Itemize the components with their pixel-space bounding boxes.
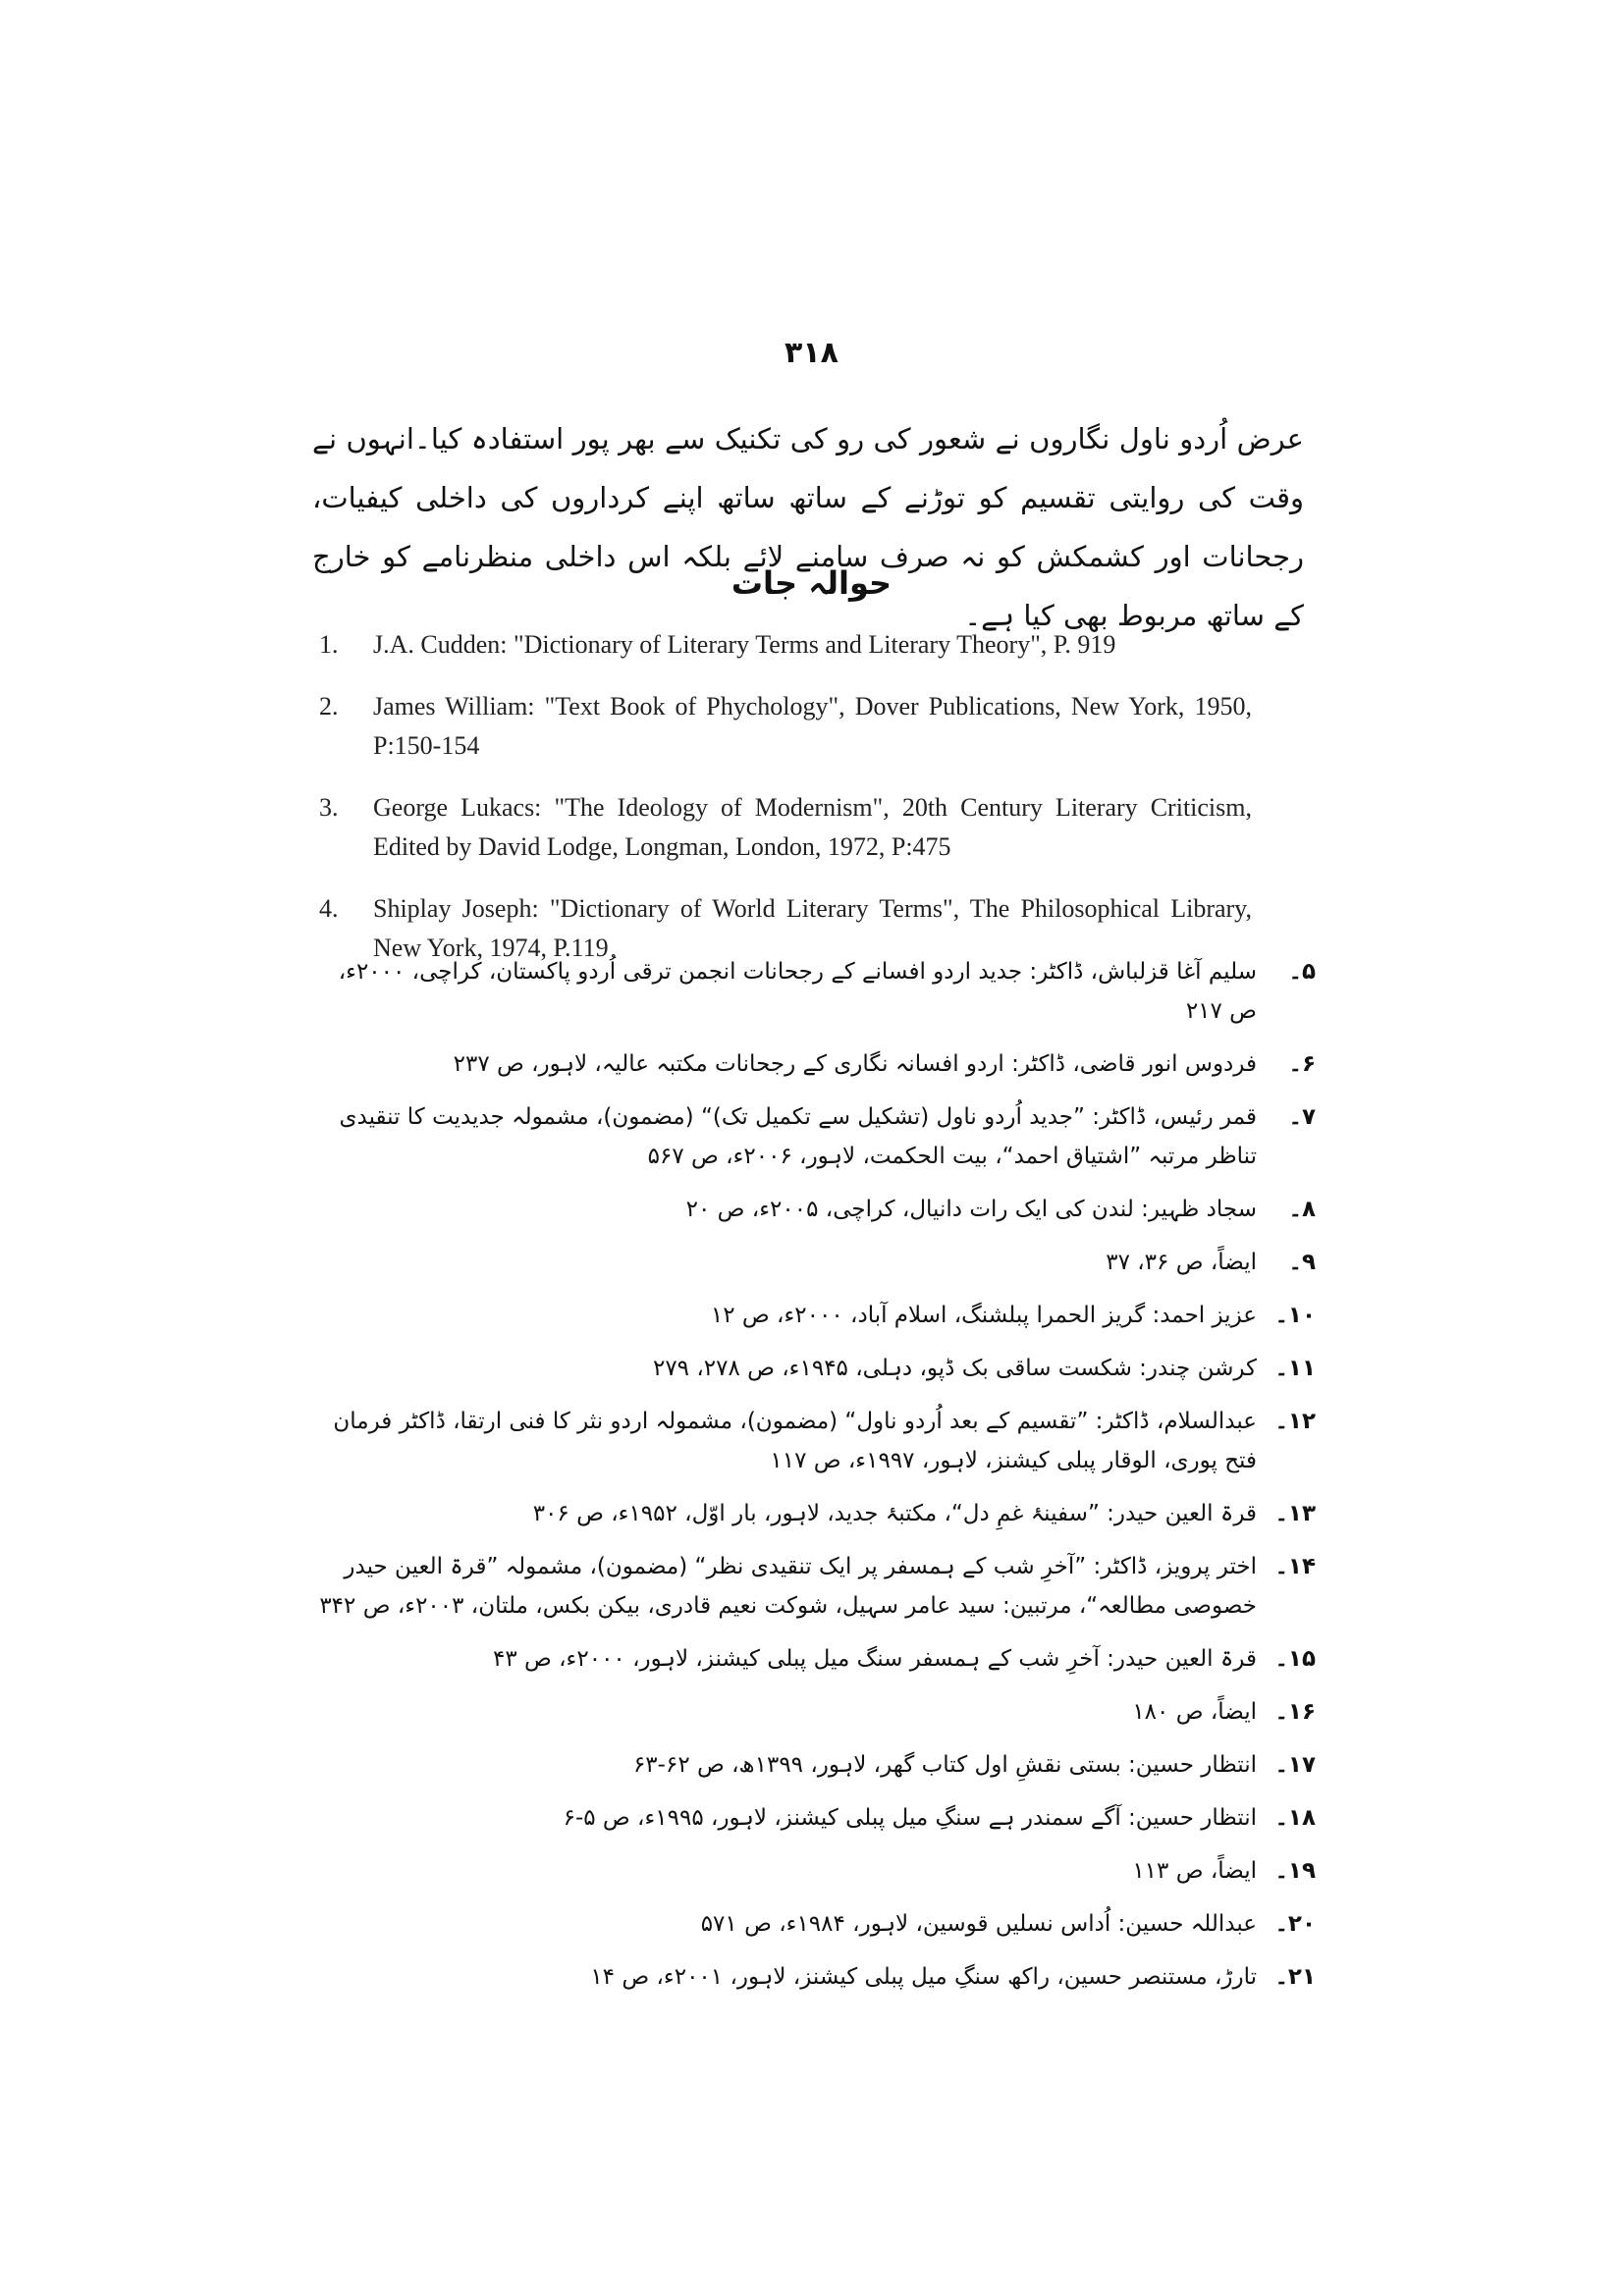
reference-item [319, 687, 1252, 766]
reference-item [319, 1097, 1316, 1176]
reference-item [319, 1044, 1316, 1084]
reference-item [319, 952, 1316, 1031]
reference-text: قمر رئیس، ڈاکٹر: ”جدید اُردو ناول (تشکیل سے تکمیل تک)“ (مضمون)، مشمولہ جدیدیت کا تنقیدی تناظر مرتبہ ”اشتیاق احمد“، بیت الحکمت، لاہور، ۲۰۰۶ء، ص ۵۶۷ [339, 1104, 1257, 1169]
reference-number: ۱۳۔ [1274, 1501, 1316, 1526]
reference-text: انتظار حسین: آگے سمندر ہے سنگِ میل پبلی کیشنز، لاہور، ۱۹۹۵ء، ص ۵-۶ [563, 1805, 1257, 1831]
reference-item [319, 1190, 1316, 1229]
reference-number: ۱۹۔ [1274, 1858, 1316, 1884]
intro-paragraph: عرض اُردو ناول نگاروں نے شعور کی رو کی تکنیک سے بھر پور استفادہ کیا۔انہوں نے وقت کی روایتی تقسیم کو توڑنے کے ساتھ ساتھ اپنے کرداروں کی داخلی کیفیات، رجحانات اور کشمکش کو نہ صرف سامنے لائے بلکہ اس داخلی منظرنامے کو خارج کے ساتھ مربوط بھی کیا ہے۔ [312, 422, 1304, 632]
reference-number: ۷۔ [1288, 1104, 1316, 1130]
reference-number: 1. [319, 630, 339, 659]
reference-text: اختر پرویز، ڈاکٹر: ”آخرِ شب کے ہمسفر پر ایک تنقیدی نظر“ (مضمون)، مشمولہ ”قرۃ العین حیدر خصوصی مطالعہ“، مرتبین: سید عامر سہیل، شوکت نعیم قادری، بیکن بکس، ملتان، ۲۰۰۳ء، ص ۳۴۲ [319, 1554, 1257, 1619]
reference-text: Shiplay Joseph: "Dictionary of World Literary Terms", The Philosophical Library, New York, 1974, P.119 [373, 894, 1252, 962]
reference-text: عبداللہ حسین: اُداس نسلیں قوسین، لاہور، ۱۹۸۴ء، ص ۵۷۱ [700, 1911, 1257, 1937]
reference-text: ایضاً، ص ۱۸۰ [1132, 1699, 1257, 1725]
reference-text: تارڑ، مستنصر حسین، راکھ سنگِ میل پبلی کیشنز، لاہور، ۲۰۰۱ء، ص ۱۴ [590, 1964, 1257, 1990]
reference-item [319, 1957, 1316, 1997]
reference-number: ۱۷۔ [1274, 1752, 1316, 1778]
reference-item [319, 625, 1252, 665]
page-number: ۳۱۸ [784, 336, 839, 370]
reference-text: قرۃ العین حیدر: آخرِ شب کے ہمسفر سنگ میل پبلی کیشنز، لاہور، ۲۰۰۰ء، ص ۴۳ [492, 1646, 1257, 1672]
reference-number: ۱۴۔ [1274, 1554, 1316, 1579]
reference-text: قرۃ العین حیدر: ”سفینۂ غمِ دل“، مکتبۂ جدید، لاہور، بار اوّل، ۱۹۵۲ء، ص ۳۰۶ [532, 1501, 1257, 1526]
reference-text: انتظار حسین: بستی نقشِ اول کتاب گھر، لاہور، ۱۳۹۹ھ، ص ۶۲-۶۳ [632, 1752, 1257, 1778]
reference-item [319, 1851, 1316, 1891]
reference-text: سجاد ظہیر: لندن کی ایک رات دانیال، کراچی، ۲۰۰۵ء، ص ۲۰ [685, 1197, 1257, 1222]
reference-text: فردوس انور قاضی، ڈاکٹر: اردو افسانہ نگاری کے رجحانات مکتبہ عالیہ، لاہور، ص ۲۳۷ [453, 1051, 1257, 1077]
reference-item [319, 1349, 1316, 1388]
reference-item [319, 1798, 1316, 1838]
reference-item [319, 1296, 1316, 1335]
references-heading: حوالہ جات [730, 564, 893, 602]
reference-item [319, 1692, 1316, 1732]
reference-number: 2. [319, 692, 339, 721]
reference-number: ۱۲۔ [1274, 1409, 1316, 1434]
reference-number: ۱۱۔ [1274, 1356, 1316, 1381]
reference-item [319, 1904, 1316, 1944]
reference-item [319, 1639, 1316, 1679]
reference-number: ۱۶۔ [1274, 1699, 1316, 1725]
reference-text: J.A. Cudden: "Dictionary of Literary Terms and Literary Theory", P. 919 [373, 630, 1116, 659]
reference-number: 4. [319, 894, 339, 923]
reference-text: کرشن چندر: شکست ساقی بک ڈپو، دہلی، ۱۹۴۵ء، ص ۲۷۸، ۲۷۹ [652, 1356, 1257, 1381]
reference-text: عبدالسلام، ڈاکٹر: ”تقسیم کے بعد اُردو ناول“ (مضمون)، مشمولہ اردو نثر کا فنی ارتقا، ڈاکٹر فرمان فتح پوری، الوقار پبلی کیشنز، لاہور، ۱۹۹۷ء، ص ۱۱۷ [333, 1409, 1257, 1473]
reference-text: James William: "Text Book of Phychology", Dover Publications, New York, 1950, P:150-154 [373, 692, 1252, 760]
reference-item [319, 1494, 1316, 1533]
reference-text: ایضاً، ص ۳۶، ۳۷ [1106, 1250, 1257, 1275]
english-reference-list [319, 625, 1252, 990]
urdu-reference-list [319, 952, 1316, 2010]
reference-item [319, 1745, 1316, 1785]
reference-number: ۲۰۔ [1274, 1911, 1316, 1937]
reference-item [319, 1402, 1316, 1480]
reference-number: ۵۔ [1288, 959, 1316, 985]
reference-number: ۱۰۔ [1274, 1303, 1316, 1328]
reference-number: ۲۱۔ [1274, 1964, 1316, 1990]
reference-text: George Lukacs: "The Ideology of Modernism", 20th Century Literary Criticism, Edited by David Lodge, Longman, London, 1972, P:475 [373, 793, 1252, 861]
reference-number: ۸۔ [1288, 1197, 1316, 1222]
reference-text: ایضاً، ص ۱۱۳ [1132, 1858, 1257, 1884]
reference-number: ۶۔ [1288, 1051, 1316, 1077]
reference-item [319, 1243, 1316, 1282]
reference-item [319, 1547, 1316, 1626]
reference-text: سلیم آغا قزلباش، ڈاکٹر: جدید اردو افسانے کے رجحانات انجمن ترقی اُردو پاکستان، کراچی، ۲۰۰۰ء، ص ۲۱۷ [338, 959, 1257, 1024]
reference-number: 3. [319, 793, 339, 822]
reference-item [319, 788, 1252, 867]
reference-number: ۱۸۔ [1274, 1805, 1316, 1831]
reference-number: ۱۵۔ [1274, 1646, 1316, 1672]
reference-text: عزیز احمد: گریز الحمرا پبلشنگ، اسلام آباد، ۲۰۰۰ء، ص ۱۲ [710, 1303, 1257, 1328]
reference-number: ۹۔ [1288, 1250, 1316, 1275]
